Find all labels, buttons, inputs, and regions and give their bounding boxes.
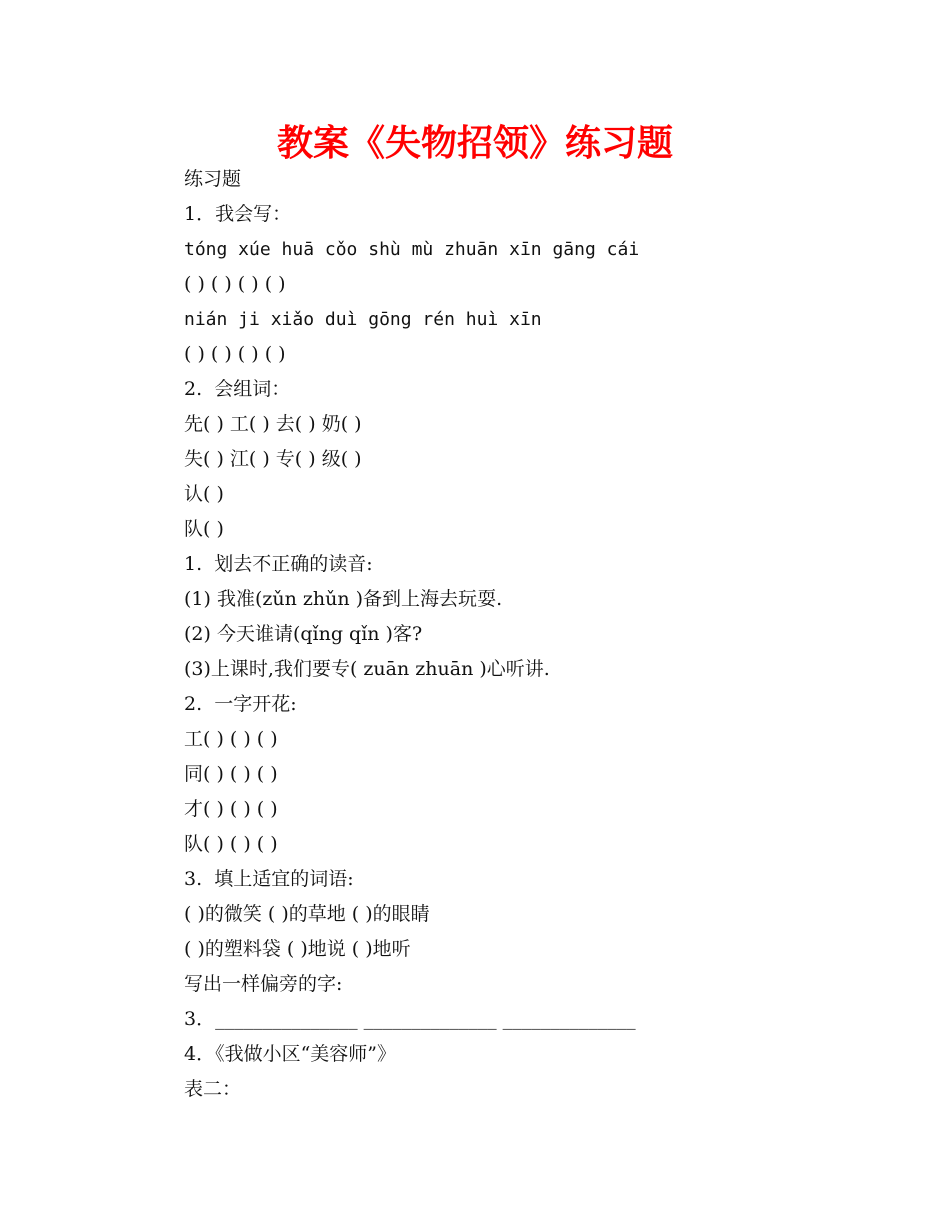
question-heading: 写出一样偏旁的字: <box>184 973 343 995</box>
character-blank-line: 才( ) ( ) ( ) <box>184 798 278 820</box>
character-blank-line: 同( ) ( ) ( ) <box>184 763 278 785</box>
blank-line: ( ) ( ) ( ) ( ) <box>184 343 286 365</box>
document-title: 教案《失物招领》练习题 <box>276 123 673 164</box>
question-heading: 4．《我做小区“美容师”》 <box>184 1043 397 1065</box>
question-heading: 2. 一字开花: <box>184 693 297 715</box>
character-blank-line: 工( ) ( ) ( ) <box>184 728 278 750</box>
document-body <box>184 162 884 1107</box>
pronunciation-item: (3)上课时,我们要专( zuān zhuān )心听讲. <box>184 658 550 680</box>
pinyin-line: nián ji xiǎo duì gōng rén huì xīn <box>184 309 542 330</box>
question-heading: 2. 会组词： <box>184 378 291 400</box>
table-caption: 表二： <box>184 1078 242 1100</box>
question-heading: 1. 划去不正确的读音: <box>184 553 373 575</box>
pronunciation-item: (2) 今天谁请(qǐng qǐn )客? <box>184 623 423 645</box>
question-heading: 1．我会写： <box>184 203 292 225</box>
word-group-line: 队( ) <box>184 518 224 540</box>
answer-underline-line: 3．_______________ ______________ ______________ <box>184 1008 636 1030</box>
character-blank-line: 队( ) ( ) ( ) <box>184 833 278 855</box>
word-group-line: 失( ) 江( ) 专( ) 级( ) <box>184 448 362 470</box>
blank-line: ( ) ( ) ( ) ( ) <box>184 273 286 295</box>
fill-word-line: ( )的塑料袋 ( )地说 ( )地听 <box>184 938 411 960</box>
word-group-line: 先( ) 工( ) 去( ) 奶( ) <box>184 413 362 435</box>
word-group-line: 认( ) <box>184 483 224 505</box>
fill-word-line: ( )的微笑 ( )的草地 ( )的眼睛 <box>184 903 430 925</box>
pinyin-line: tóng xúe huā cǒo shù mù zhuān xīn gāng cái <box>184 239 640 260</box>
section-heading: 练习题 <box>184 168 242 190</box>
question-heading: 3. 填上适宜的词语: <box>184 868 354 890</box>
pronunciation-item: (1) 我准(zǔn zhǔn )备到上海去玩耍. <box>184 588 503 610</box>
